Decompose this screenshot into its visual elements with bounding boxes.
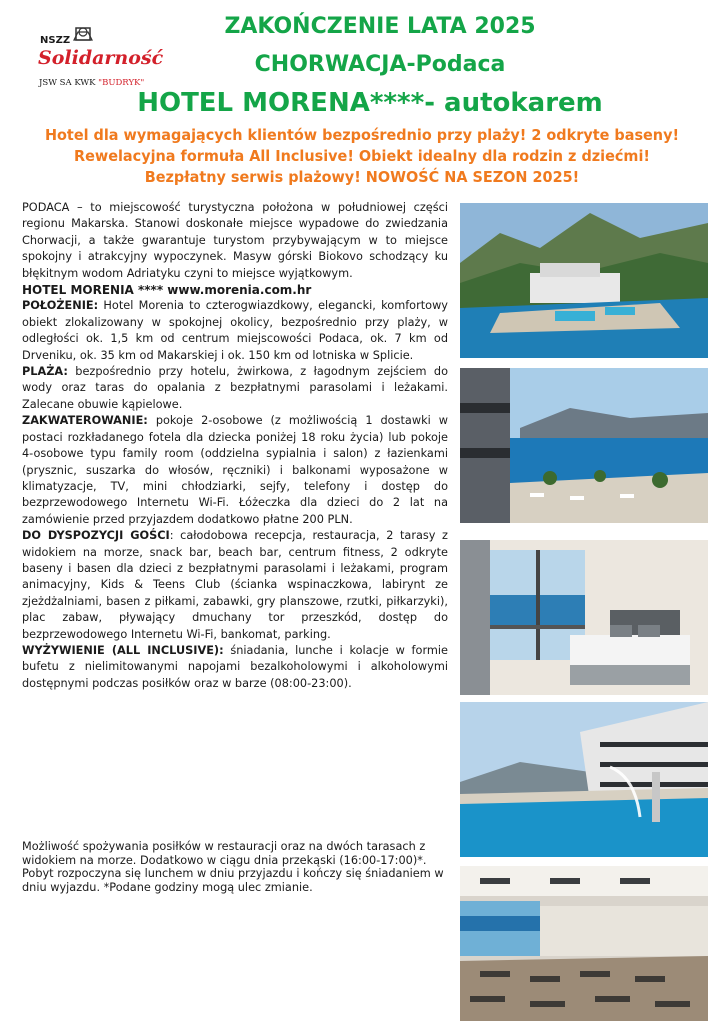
rooms-paragraph [22,413,448,528]
hotel-name-line: HOTEL MORENIA **** www.morenia.com.hr [22,283,312,298]
food-label: WYŻYWIENIE (ALL INCLUSIVE): [22,643,224,657]
promo-line-1: Hotel dla wymagających klientów bezpośrednio przy plaży! 2 odkryte baseny! [44,126,680,144]
restaurant-photo [460,866,708,1021]
location-text: Hotel Morenia to czterogwiazdkowy, elegancki, komfortowy obiekt zlokalizowany w spokojnej okolicy, bezpośrednio przy plaży, w odległości ok. 1,5 km od centrum miejscowości Podaca, ok. 7 km od Drveniku, ok. 35 km od Makarskiej i ok. 150 km od lotniska w Splicie. [22,299,448,362]
sea-view-terrace-photo [460,368,708,523]
promo-line-2: Rewelacyjna formuła All Inclusive! Obiekt idealny dla rodzin z dziećmi! [74,147,650,165]
hotel-room-photo [460,540,708,695]
title-line-2: CHORWACJA-Podaca [254,52,506,77]
promo-line-3: Bezpłatny serwis plażowy! NOWOŚĆ NA SEZON 2025! [144,168,580,186]
intro-paragraph: PODACA – to miejscowość turystyczna położona w południowej części regionu Makarska. Stanowi doskonałe miejsce wypadowe do zwiedzania Chorwacji, a także gwarantuje turystom przybywającym w to miejsce spokojny i atrakcyjny wypoczynek. Masyw górski Biokovo schodzący ku błękitnym wodom Adriatyku czyni to miejsce wyjątkowym. [22,201,448,280]
pool-photo [460,702,708,857]
guests-paragraph [22,528,448,643]
beach-label: PLAŻA: [22,365,68,379]
beach-paragraph [22,364,448,413]
guests-label: DO DYSPOZYCJI GOŚCI [22,529,170,543]
food-text: śniadania, lunche i kolacje w formie bufetu z nielimitowanymi napojami bezalkoholowymi i alkoholowymi dostępnymi podczas posiłków oraz w barze (08:00-23:00). [22,643,448,690]
hotel-aerial-photo [460,203,708,358]
rooms-text: pokoje 2-osobowe (z możliwością 1 dostawki w postaci rozkładanego fotela dla dziecka poniżej 18 roku życia) lub pokoje 4-osobowe typu family room (oddzielna sypialnia i salon) z łazienkami (prysznic, suszarka do włosów, ręczniki) i balkonami wyposażone w klimatyzacje, TV, mini chłodziarki, sejfy, telefony i dostęp do bezprzewodowego Internetu Wi-Fi. Łóżeczka dla dzieci do 2 lat na zamówienie przed przyjazdem dodatkowo płatne 200 PLN. [22,414,448,526]
rooms-label: ZAKWATEROWANIE: [22,414,148,428]
guests-text: : całodobowa recepcja, restauracja, 2 tarasy z widokiem na morze, snack bar, beach bar, centrum fitness, 2 odkryte baseny i basen dla dzieci z bezpłatnymi parasolami i leżakami, program animacyjny, Kids & Teens Club (ścianka wspinaczkowa, labirynt ze zjeżdżalniami, basen z piłkami, zabawki, gry planszowe, rzutki, piłkarzyki), plac zabaw, pływający dmuchany tor przeszkód, dostęp do bezprzewodowego Internetu Wi-Fi, bankomat, parking. [22,529,448,641]
meals-note: Możliwość spożywania posiłków w restauracji oraz na dwóch tarasach z widokiem na morze. Dodatkowo w ciągu dnia przekąski (16:00-17:00)*. Pobyt rozpoczyna się lunchem w dniu przyjazdu i kończy się śniadaniem w dniu wyjazdu. *Podane godziny mogą ulec zmianie. [22,840,444,894]
title-line-1: ZAKOŃCZENIE LATA 2025 [224,14,536,39]
location-label: POŁOŻENIE: [22,299,99,313]
logo-nszz: NSZZ [40,35,71,46]
description-column [22,200,448,692]
logo-brand: Solidarność [38,47,164,69]
logo-sub: JSW SA KWK "BUDRYK" [39,78,145,88]
location-paragraph [22,298,448,364]
food-paragraph [22,643,448,692]
mine-tower-icon [74,28,92,40]
beach-text: bezpośrednio przy hotelu, żwirkowa, z łagodnym zejściem do wody oraz taras do opalania z bezpłatnymi parasolami i leżakami. Zalecane obuwie kąpielowe. [22,365,448,411]
title-line-3: HOTEL MORENA****- autokarem [137,88,603,118]
